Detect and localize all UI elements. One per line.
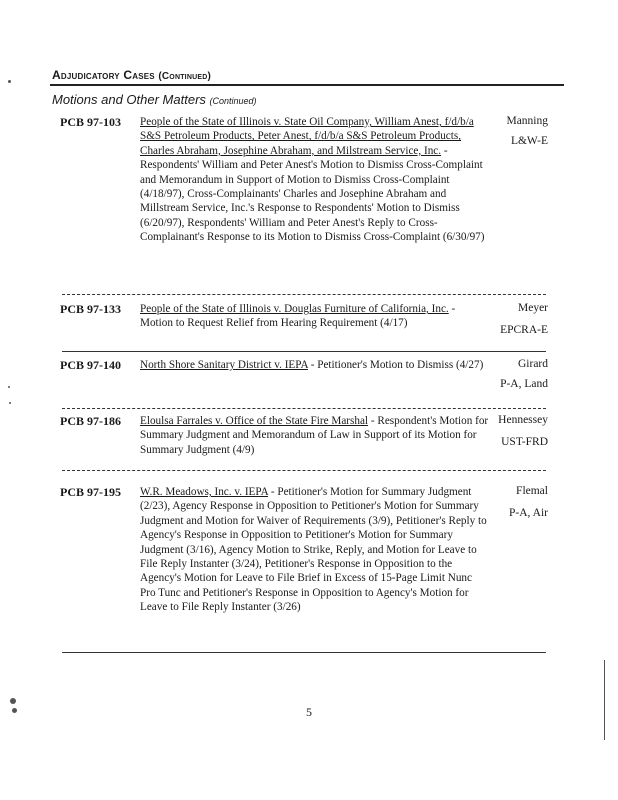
case-type: L&W-E bbox=[510, 135, 548, 147]
subsection-heading bbox=[52, 92, 257, 107]
hearing-officer: Hennessey bbox=[498, 414, 548, 426]
hearing-officer: Girard bbox=[517, 358, 548, 370]
case-body bbox=[140, 302, 490, 331]
case-body bbox=[140, 358, 490, 372]
case-body bbox=[140, 485, 490, 615]
case-number: PCB 97-133 bbox=[60, 302, 121, 316]
case-divider bbox=[62, 470, 546, 471]
hearing-officer: Meyer bbox=[517, 302, 548, 314]
case-type: UST-FRD bbox=[501, 436, 548, 448]
scan-speck bbox=[10, 698, 16, 704]
case-divider bbox=[62, 652, 546, 653]
case-number: PCB 97-103 bbox=[60, 115, 121, 129]
case-title: Eloulsa Farrales v. Office of the State Fire Marshal bbox=[140, 415, 369, 427]
case-description: - Petitioner's Motion to Dismiss (4/27) bbox=[307, 359, 484, 371]
case-body bbox=[140, 115, 490, 245]
case-divider bbox=[62, 351, 546, 352]
case-description: - Petitioner's Motion for Summary Judgment (2/23), Agency Response in Opposition to Petitioner's Motion for Summary Judgment and Motion for Waiver of Requirements (3/9), Petitioner's Reply to Agency's Response in Opposition to Petitioner's Motion for Summary Judgment (3/16), Agency Motion to Strike, Reply, and Motion for Leave to File Reply Instanter (3/24), Petitioner's Response in Opposition to the Agency's Motion for Leave to File Brief in Excess of 15-Page Limit Nunc Pro Tunc and Petitioner's Response in Opposition to Agency's Motion for Leave to File Reply Instanter (3/26) bbox=[140, 486, 487, 614]
case-type: P-A, Land bbox=[500, 378, 548, 390]
case-type: EPCRA-E bbox=[500, 324, 548, 336]
scan-speck bbox=[8, 386, 10, 388]
scan-speck bbox=[8, 80, 11, 83]
page-number: 5 bbox=[306, 705, 312, 719]
case-description: - Motion to Request Relief from Hearing Requirement (4/17) bbox=[140, 303, 456, 330]
section-heading bbox=[52, 68, 562, 82]
case-title: People of the State of Illinois v. Douglas Furniture of California, Inc. bbox=[140, 303, 449, 315]
case-number: PCB 97-140 bbox=[60, 358, 121, 372]
case-description: - Respondent's Motion for Summary Judgment and Memorandum of Law in Support of its Motion for Summary Judgment (4/9) bbox=[140, 415, 489, 456]
case-divider bbox=[62, 294, 546, 295]
scan-speck bbox=[604, 660, 605, 740]
subsection-title: Motions and Other Matters bbox=[52, 92, 206, 107]
case-title: People of the State of Illinois v. State Oil Company, William Anest, f/d/b/a S&S Petroleum Products, Peter Anest, f/d/b/a S&S Petroleum Products, Charles Abraham, Josephine Abraham, and Milstream Service, Inc. bbox=[140, 116, 474, 157]
case-number: PCB 97-186 bbox=[60, 414, 121, 428]
hearing-officer: Flemal bbox=[516, 485, 548, 497]
scan-speck bbox=[9, 402, 11, 404]
subsection-suffix: (Continued) bbox=[209, 96, 257, 106]
case-title: W.R. Meadows, Inc. v. IEPA bbox=[140, 486, 269, 498]
section-heading-main: Adjudicatory Cases bbox=[52, 68, 155, 82]
heading-rule bbox=[50, 84, 564, 86]
case-type: P-A, Air bbox=[509, 507, 548, 519]
section-heading-suffix: (Continued) bbox=[158, 71, 211, 82]
case-title: North Shore Sanitary District v. IEPA bbox=[140, 359, 308, 371]
hearing-officer: Manning bbox=[506, 115, 548, 127]
case-body bbox=[140, 414, 490, 457]
case-number: PCB 97-195 bbox=[60, 485, 121, 499]
scan-speck bbox=[12, 708, 17, 713]
case-description: - Respondents' William and Peter Anest's Motion to Dismiss Cross-Complaint and Memorandum in Support of Motion to Dismiss Cross-Complaint (4/18/97), Cross-Complainants' Charles and Josephine Abraham and Millstream Service, Inc.'s Response to Respondents' Motion to Dismiss (6/20/97), Respondents' William and Peter Anest's Reply to Cross-Complainant's Response to its Motion to Dismiss Cross-Complaint (6/30/97) bbox=[140, 144, 485, 244]
case-divider bbox=[62, 408, 546, 409]
